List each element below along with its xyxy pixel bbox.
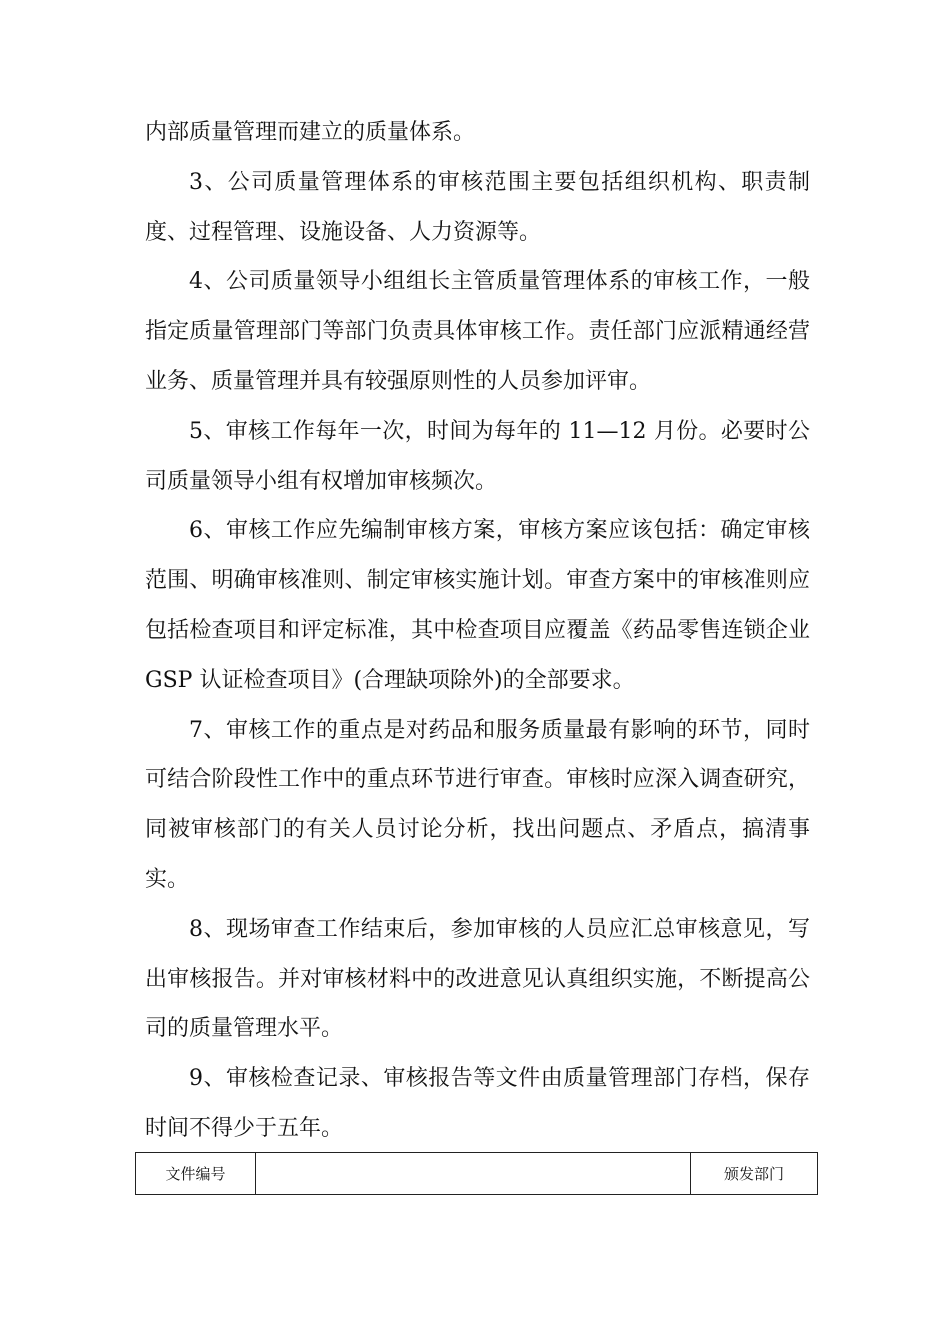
issuing-dept-label: 颁发部门 [691,1153,818,1195]
paragraph-item-5: 5、审核工作每年一次，时间为每年的 11—12 月份。必要时公司质量领导小组有权增加审核频次。 [145,418,810,494]
document-body [145,108,810,1154]
file-number-value [256,1153,691,1195]
paragraph-continuation: 内部质量管理而建立的质量体系。 [145,120,476,145]
paragraph-item-8: 8、现场审查工作结束后，参加审核的人员应汇总审核意见，写出审核报告。并对审核材料中的改进意见认真组织实施，不断提高公司的质量管理水平。 [145,916,810,1042]
file-number-label: 文件编号 [136,1153,256,1195]
paragraph-item-6: 6、审核工作应先编制审核方案，审核方案应该包括：确定审核范围、明确审核准则、制定审核实施计划。审查方案中的审核准则应包括检查项目和评定标准，其中检查项目应覆盖《药品零售连锁企业GSP 认证检查项目》(合理缺项除外)的全部要求。 [145,518,810,693]
paragraph-item-4: 4、公司质量领导小组组长主管质量管理体系的审核工作，一般指定质量管理部门等部门负责具体审核工作。责任部门应派精通经营业务、质量管理并具有较强原则性的人员参加评审。 [145,269,810,394]
paragraph-item-9: 9、审核检查记录、审核报告等文件由质量管理部门存档，保存时间不得少于五年。 [145,1066,810,1141]
paragraph-item-7: 7、审核工作的重点是对药品和服务质量最有影响的环节，同时可结合阶段性工作中的重点环节进行审查。审核时应深入调查研究，同被审核部门的有关人员讨论分析，找出问题点、矛盾点，搞清事实。 [145,717,810,892]
table-row [136,1153,818,1195]
document-footer-table [135,1152,818,1195]
paragraph-item-3: 3、公司质量管理体系的审核范围主要包括组织机构、职责制度、过程管理、设施设备、人力资源等。 [145,169,810,245]
